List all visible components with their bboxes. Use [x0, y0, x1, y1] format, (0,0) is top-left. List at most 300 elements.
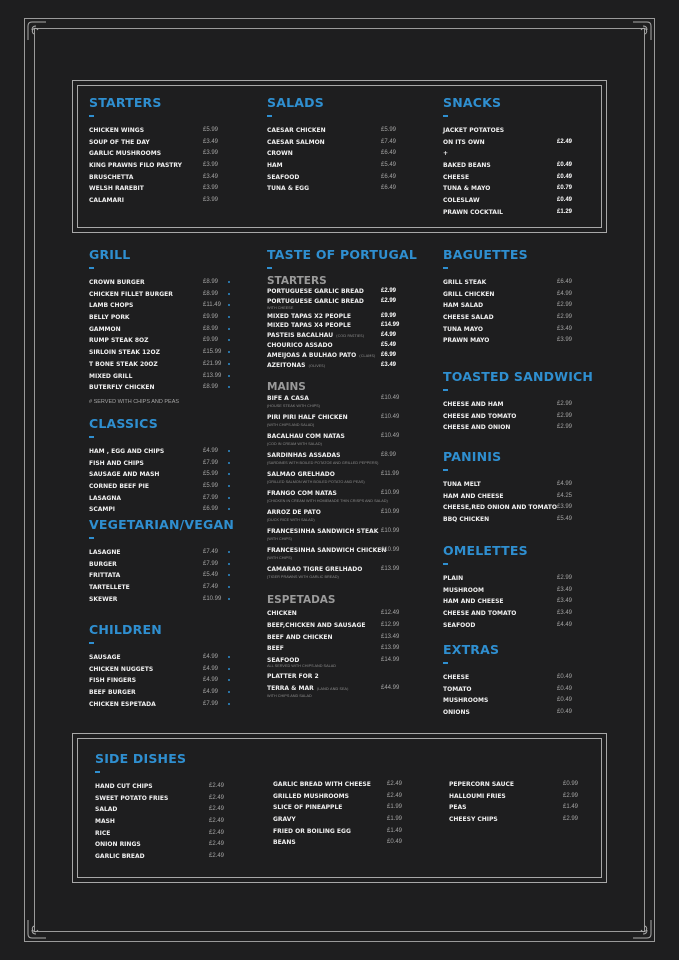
menu-item-price: £10.99 — [203, 595, 222, 602]
menu-item-price: £13.99 — [381, 645, 400, 652]
menu-item-name-text: ONION RINGS — [95, 841, 141, 849]
menu-item — [95, 818, 245, 830]
menu-item-price: £9.99 — [381, 312, 397, 319]
menu-item-subnote: (HOUSE STEAK WITH CHIPS) — [267, 404, 320, 409]
menu-item-subnote: (WITH CHIPS) — [267, 556, 292, 561]
menu-item-price: £8.99 — [203, 325, 219, 332]
menu-item — [267, 288, 417, 298]
menu-item-price: £1.99 — [387, 804, 403, 811]
menu-item-name-text: SAUSAGE AND MASH — [89, 471, 160, 479]
menu-item-price: £2.99 — [557, 412, 573, 419]
sides-col2-section — [273, 781, 423, 851]
menu-item-name — [267, 332, 364, 339]
menu-item-name-text: SCAMPI — [89, 506, 115, 514]
menu-item-name-text: CAMARAO TIGRE GRELHADO — [267, 566, 363, 574]
menu-item-price: £7.49 — [381, 138, 397, 145]
menu-item-name — [443, 337, 489, 344]
menu-item-note: (OLIVES) — [308, 362, 326, 368]
menu-item-name-text: FRITTATA — [89, 572, 121, 580]
menu-item-name-text: TARTELLETE — [89, 584, 130, 592]
menu-item — [89, 174, 239, 186]
menu-item-name-text: WELSH RAREBIT — [89, 185, 144, 193]
menu-item — [95, 853, 245, 865]
menu-item-price: £13.99 — [203, 372, 222, 379]
menu-item-name — [443, 401, 504, 408]
menu-item-price: £0.49 — [557, 697, 573, 704]
menu-item-price: £3.49 — [381, 361, 397, 368]
dot-icon — [228, 586, 230, 588]
menu-item-name-text: TOMATO — [443, 685, 472, 693]
menu-item-name-text: TUNA & MAYO — [443, 185, 491, 193]
dot-icon — [228, 563, 230, 565]
menu-item-name — [449, 816, 498, 823]
menu-item-name-text: CHEESE,RED ONION AND TOMATO — [443, 504, 557, 512]
title-dash — [267, 115, 272, 117]
menu-item-name-text: JACKET POTATOES — [443, 127, 505, 134]
menu-item-subnote: (WITH CHIPS) — [267, 537, 292, 542]
menu-item-name — [267, 298, 364, 305]
title-dash — [267, 267, 272, 269]
menu-item-name-text: BEEF,CHICKEN AND SAUSAGE — [267, 622, 366, 630]
menu-item — [443, 209, 593, 221]
menu-item-name-text: GRILL STEAK — [443, 279, 487, 286]
menu-item — [89, 460, 239, 472]
menu-item-subnote: (WITH CHIPS AND SALAD) — [267, 423, 315, 428]
menu-item-price: £8.99 — [203, 279, 219, 285]
menu-item-name — [273, 816, 296, 823]
menu-item — [443, 150, 593, 162]
menu-item-price: £4.99 — [203, 665, 219, 672]
menu-item-name — [273, 804, 342, 811]
menu-item-name — [89, 495, 121, 502]
menu-item — [89, 139, 239, 151]
menu-item-price: £10.49 — [381, 433, 400, 440]
menu-item-name-text: HAM SALAD — [443, 302, 484, 310]
menu-item-name — [89, 373, 132, 380]
paninis-section — [443, 449, 593, 528]
menu-item-price: £7.49 — [203, 549, 219, 555]
menu-item-price: £0.49 — [557, 197, 573, 204]
menu-item-price: £2.49 — [557, 138, 573, 145]
title-dash — [89, 642, 94, 644]
menu-item-name — [267, 395, 309, 402]
menu-item-name — [443, 709, 470, 716]
menu-item-note: (COD PASTIES) — [336, 333, 365, 339]
menu-item-name — [95, 830, 110, 837]
dot-icon — [228, 668, 230, 670]
menu-item — [267, 332, 417, 342]
menu-item-name-text: RUMP STEAK 8OZ — [89, 337, 149, 345]
menu-item-name — [443, 127, 504, 134]
menu-item-name-text: CHICKEN WINGS — [89, 127, 145, 134]
menu-item-note: (CLAMS) — [359, 352, 376, 358]
portugal-mains-title: MAINS — [267, 381, 306, 394]
title-dash — [89, 267, 94, 269]
menu-item-name-text: CHICKEN — [267, 610, 297, 618]
vegetarian-list — [89, 549, 239, 607]
menu-item-name-text: MASH — [95, 818, 115, 826]
menu-item — [267, 414, 417, 423]
dot-icon — [228, 485, 230, 487]
menu-item-name — [89, 127, 144, 134]
menu-item-name — [95, 818, 115, 825]
dot-icon — [228, 339, 230, 341]
menu-item-name — [443, 674, 469, 681]
menu-item — [89, 448, 239, 460]
menu-item-name-text: SLICE OF PINEAPPLE — [273, 804, 343, 812]
sides-col3-section — [449, 781, 599, 828]
menu-item-name — [443, 162, 491, 169]
dot-icon — [228, 375, 230, 377]
menu-item — [95, 806, 245, 818]
menu-item-name-text: CAESAR CHICKEN — [267, 127, 326, 134]
menu-item-name-text: ON ITS OWN — [443, 138, 485, 146]
menu-item — [267, 362, 417, 372]
dot-icon — [228, 462, 230, 464]
menu-item-price: £2.99 — [557, 424, 573, 431]
menu-item — [443, 575, 593, 587]
menu-item-price: £1.49 — [563, 804, 579, 811]
menu-item-name-text: PEPERCORN SAUCE — [449, 781, 515, 788]
menu-item-name — [89, 483, 149, 490]
title-dash — [443, 662, 448, 664]
menu-item-name — [267, 150, 293, 157]
menu-item-name — [267, 362, 325, 369]
menu-item — [443, 481, 593, 493]
menu-item-name-text: CHEESE AND TOMATO — [443, 610, 517, 618]
menu-item-name — [89, 654, 121, 661]
menu-item — [89, 654, 239, 666]
menu-item — [273, 839, 423, 851]
portugal-espetadas-title: ESPETADAS — [267, 594, 336, 607]
menu-item-name-text: HAM — [267, 162, 283, 170]
menu-item-name-text: SKEWER — [89, 595, 118, 603]
portugal-starters-list — [267, 288, 417, 371]
menu-item-name — [267, 352, 375, 359]
menu-item — [267, 150, 417, 162]
menu-item-price: £4.99 — [381, 332, 397, 339]
classics-title: CLASSICS — [89, 416, 158, 431]
menu-item-name-text: CAESAR SALMON — [267, 138, 325, 146]
menu-item-name-text: LAMB CHOPS — [89, 302, 134, 310]
menu-item-price: £1.49 — [387, 827, 403, 834]
menu-item-name-text: CHICKEN FILLET BURGER — [89, 290, 173, 298]
portugal-espetadas-list — [267, 610, 417, 668]
snacks-title: SNACKS — [443, 95, 502, 110]
menu-item — [443, 686, 593, 698]
grill-note: # SERVED WITH CHIPS AND PEAS — [89, 398, 180, 405]
menu-item-name — [95, 806, 117, 813]
menu-item-name — [443, 481, 481, 488]
menu-item-name-text: BBQ CHICKEN — [443, 516, 490, 524]
menu-item — [443, 424, 603, 436]
ornament-corner-icon — [26, 918, 48, 940]
menu-item-name-text: CORNED BEEF PIE — [89, 483, 149, 491]
menu-item-price: £10.99 — [381, 509, 400, 516]
menu-item — [443, 314, 593, 326]
menu-item-price: £2.99 — [557, 575, 573, 581]
menu-item — [267, 645, 417, 657]
menu-item-name-text: BEEF AND CHICKEN — [267, 633, 333, 641]
menu-item — [89, 314, 239, 326]
menu-item-name-text: GARLIC MUSHROOMS — [89, 150, 162, 158]
menu-item — [449, 781, 599, 793]
dot-icon — [228, 656, 230, 658]
menu-item-name — [89, 291, 173, 298]
menu-item-name-text: SEAFOOD — [267, 173, 300, 181]
menu-item-name — [95, 795, 168, 802]
extras-title: EXTRAS — [443, 642, 500, 657]
menu-item-price: £14.99 — [381, 322, 400, 329]
omelettes-title: OMELETTES — [443, 543, 528, 558]
menu-item — [443, 697, 593, 709]
menu-item — [267, 509, 417, 518]
paninis-list — [443, 481, 593, 528]
menu-item-price: £0.49 — [387, 839, 403, 846]
snacks-section — [443, 95, 593, 221]
ornament-corner-icon — [26, 20, 48, 42]
menu-item-price: £15.99 — [203, 349, 222, 356]
menu-item-price: £6.49 — [381, 150, 397, 157]
menu-item-price: £2.99 — [557, 302, 573, 309]
menu-item — [267, 127, 417, 139]
salads-section — [267, 95, 417, 197]
menu-item-name-text: MIXED TAPAS X4 PEOPLE — [267, 322, 351, 330]
menu-item — [89, 162, 239, 174]
menu-item-name-text: HAM AND CHEESE — [443, 598, 504, 606]
menu-item-name-text: COLESLAW — [443, 197, 480, 205]
menu-item — [267, 395, 417, 404]
menu-item-name-text: CHEESE SALAD — [443, 314, 494, 322]
menu-item-price: £12.99 — [381, 622, 400, 629]
menu-item-name — [443, 697, 488, 704]
menu-item — [443, 610, 593, 622]
menu-item — [443, 162, 593, 174]
menu-item-name-text: MUSHROOMS — [443, 697, 489, 705]
menu-item-price: £3.99 — [203, 185, 219, 192]
menu-item-name-text: BEEF — [267, 645, 284, 653]
menu-item-name — [443, 302, 483, 309]
dot-icon — [228, 281, 230, 283]
menu-item — [267, 313, 417, 323]
menu-item — [267, 174, 417, 186]
menu-item-name-text: GAMMON — [89, 325, 121, 333]
menu-item — [89, 279, 239, 291]
menu-item-subnote: (CHICKEN IN CREAM WITH HOMEMADE THIN CRISPS AND SALAD) — [267, 499, 388, 504]
salads-list — [267, 127, 417, 197]
menu-item-name — [89, 139, 150, 146]
dot-icon — [228, 293, 230, 295]
menu-item-name — [89, 572, 120, 579]
menu-item-name-text: GRILLED MUSHROOMS — [273, 792, 349, 800]
terra-name-text: TERRA & MAR — [267, 684, 314, 692]
menu-item — [267, 298, 417, 308]
paninis-title: PANINIS — [443, 449, 502, 464]
menu-item-name-text: HALLOUMI FRIES — [449, 792, 506, 800]
menu-item-price: £10.99 — [381, 547, 400, 554]
menu-item — [89, 701, 239, 713]
menu-item-name — [89, 666, 153, 673]
menu-item-name-text: CHICKEN NUGGETS — [89, 665, 154, 673]
menu-item-name-text: FISH FINGERS — [89, 677, 137, 685]
menu-item-name-text: FRANCESINHA SANDWICH STEAK — [267, 528, 379, 536]
menu-item-price: £3.99 — [203, 150, 219, 157]
menu-item-name-text: GARLIC BREAD — [95, 853, 145, 861]
menu-item-name — [443, 185, 490, 192]
menu-item-price: £10.49 — [381, 414, 400, 421]
menu-item-name-text: SWEET POTATO FRIES — [95, 794, 169, 802]
menu-item-name-text: RICE — [95, 829, 111, 837]
menu-item-name-text: CHEESE AND TOMATO — [443, 412, 517, 420]
menu-item-price: £2.99 — [563, 816, 579, 823]
menu-item-name-text: CHEESE AND ONION — [443, 424, 511, 432]
menu-item — [89, 337, 239, 349]
ornament-corner-icon — [631, 918, 653, 940]
menu-item-name-text: FRANCESINHA SANDWICH CHICKEN — [267, 547, 387, 555]
menu-item — [95, 783, 245, 795]
menu-item — [267, 547, 417, 556]
menu-item-name — [443, 493, 504, 500]
menu-item-name-text: PORTUGUESE GARLIC BREAD — [267, 297, 364, 305]
platter-label: PLATTER FOR 2 — [267, 672, 319, 680]
menu-item-name-text: BUTERFLY CHICKEN — [89, 384, 155, 392]
portugal-starters-title: STARTERS — [267, 275, 327, 287]
menu-item-name-text: SALAD — [95, 806, 118, 814]
dot-icon — [228, 703, 230, 705]
menu-item-name-text: HAM , EGG AND CHIPS — [89, 448, 165, 455]
menu-item — [267, 490, 417, 499]
terra-name — [267, 685, 348, 692]
menu-item-name — [267, 634, 333, 641]
menu-item-name — [267, 127, 326, 134]
platter-row — [267, 673, 417, 685]
dot-icon — [228, 598, 230, 600]
menu-item-name — [89, 677, 136, 684]
menu-item-name — [449, 804, 466, 811]
menu-item-name — [443, 209, 503, 216]
menu-item-name — [89, 197, 124, 204]
menu-item — [267, 634, 417, 646]
menu-item-name — [267, 566, 362, 573]
title-dash — [443, 563, 448, 565]
menu-item-price: £10.49 — [381, 395, 400, 402]
menu-item-price: £8.99 — [381, 452, 397, 459]
menu-item-price: £9.99 — [203, 314, 219, 321]
menu-item — [267, 342, 417, 352]
menu-item — [89, 666, 239, 678]
menu-item-name — [89, 361, 158, 368]
menu-item-name-text: TUNA MELT — [443, 481, 481, 488]
toasted-title: TOASTED SANDWICH — [443, 369, 594, 384]
menu-item-name — [267, 657, 299, 664]
menu-item — [267, 352, 417, 362]
classics-list — [89, 448, 239, 518]
menu-item — [89, 349, 239, 361]
menu-item — [89, 483, 239, 495]
menu-item-name-text: MUSHROOM — [443, 586, 484, 594]
menu-item — [443, 401, 603, 413]
menu-item — [267, 433, 417, 442]
dot-icon — [228, 497, 230, 499]
menu-item-price: £11.49 — [203, 302, 221, 309]
menu-item-name-text: SEAFOOD — [267, 657, 300, 665]
menu-item-price: £4.25 — [557, 492, 573, 499]
portugal-title: TASTE OF PORTUGAL — [267, 247, 417, 262]
menu-item-name — [267, 622, 365, 629]
snacks-list — [443, 127, 593, 221]
menu-item-price: £3.49 — [557, 586, 573, 593]
menu-item-name-text: LASAGNA — [89, 494, 122, 502]
menu-item-name — [89, 460, 144, 467]
menu-item-price: £3.49 — [203, 138, 219, 145]
grill-list — [89, 279, 239, 396]
menu-item — [89, 495, 239, 507]
menu-item-name — [267, 322, 351, 329]
dot-icon — [228, 304, 230, 306]
menu-item-name — [89, 506, 115, 513]
menu-item-price: £0.49 — [557, 674, 573, 680]
menu-item-name — [89, 174, 133, 181]
menu-item-name-text: BELLY PORK — [89, 314, 130, 322]
menu-item — [89, 291, 239, 303]
menu-item-name-text: MIXED GRILL — [89, 372, 133, 380]
menu-item-name — [89, 549, 120, 556]
portugal-mains-list — [267, 395, 417, 585]
menu-item — [89, 561, 239, 573]
menu-item — [89, 689, 239, 701]
menu-item-price: £2.49 — [209, 794, 225, 801]
menu-item-name — [267, 471, 335, 478]
menu-item-name-text: BEANS — [273, 839, 296, 847]
sides-section — [95, 751, 245, 865]
menu-item-name-text: HAND CUT CHIPS — [95, 783, 153, 790]
menu-item-name — [449, 793, 506, 800]
menu-item-name — [267, 509, 321, 516]
menu-item-name-text: BRUSCHETTA — [89, 173, 134, 181]
dot-icon — [228, 551, 230, 553]
menu-item-price: £4.49 — [557, 621, 573, 628]
menu-item-name-text: FRIED OR BOILING EGG — [273, 827, 351, 835]
menu-item-price: £12.49 — [381, 610, 400, 617]
menu-item-name-text: PRAWN MAYO — [443, 337, 490, 345]
menu-item-name-text: AZEITONAS — [267, 361, 306, 369]
menu-item-price: £4.99 — [203, 689, 219, 696]
menu-item-price: £1.99 — [387, 816, 403, 823]
menu-item — [443, 174, 593, 186]
menu-item-name-text: CHEESE — [443, 674, 470, 681]
dot-icon — [228, 328, 230, 330]
menu-item-subnote: (GRILLED SALMON WITH BOILED POTATO AND PEAS) — [267, 480, 365, 485]
menu-item-name — [443, 516, 489, 523]
menu-item-price: £2.49 — [209, 806, 225, 813]
menu-item-name — [443, 610, 516, 617]
terra-price: £44.99 — [381, 684, 400, 691]
menu-item — [95, 830, 245, 842]
sides-col1-list — [95, 783, 245, 865]
menu-item — [89, 197, 239, 209]
menu-item-name — [267, 452, 341, 459]
menu-item-price: £2.49 — [209, 783, 225, 789]
menu-item-price: £5.99 — [203, 483, 219, 490]
menu-item-price: £3.49 — [203, 173, 219, 180]
menu-item-name — [267, 528, 378, 535]
menu-item-name — [89, 448, 164, 455]
menu-item-name — [89, 384, 155, 391]
title-dash — [89, 115, 94, 117]
menu-item-name-text: ONIONS — [443, 709, 470, 717]
menu-item-price: £2.99 — [563, 792, 579, 799]
menu-item-name-text: SARDINHAS ASSADAS — [267, 452, 341, 460]
